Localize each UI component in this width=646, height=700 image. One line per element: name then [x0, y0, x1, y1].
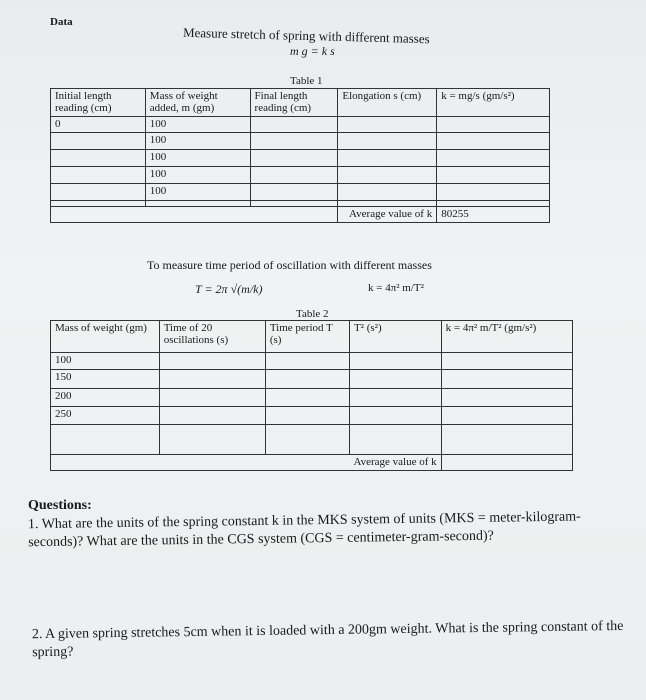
table-cell[interactable]: [441, 370, 572, 389]
table-cell[interactable]: [250, 117, 338, 133]
header-cell: Mass of weight (gm): [51, 321, 160, 353]
question-1: 1. What are the units of the spring constant k in the MKS system of units (MKS = meter-kilogram-seconds)? What are the units in the CGS system (CGS = centimeter-gram-second)?: [27, 509, 581, 551]
table-cell[interactable]: [265, 389, 349, 407]
table-cell[interactable]: [265, 425, 349, 455]
average-label: Average value of k: [349, 455, 441, 471]
table-row: [51, 353, 573, 370]
table-cell[interactable]: [250, 133, 338, 150]
k-equation: k = 4π² m/T²: [368, 282, 424, 294]
table-row: [51, 407, 573, 425]
table-cell[interactable]: 150: [51, 370, 160, 389]
table-row: [51, 150, 550, 167]
table-cell[interactable]: [441, 425, 572, 455]
header-cell: Time of 20 oscillations (s): [159, 321, 265, 353]
table-cell[interactable]: 100: [145, 133, 250, 150]
header-cell: Initial length reading (cm): [51, 89, 146, 117]
table-cell[interactable]: [51, 184, 146, 201]
table-cell[interactable]: [250, 167, 338, 184]
part1-equation: m g = k s: [290, 44, 335, 58]
part2-title: To measure time period of oscillation with different masses: [147, 258, 432, 272]
average-label: Average value of k: [338, 207, 437, 223]
table-cell[interactable]: [51, 150, 146, 167]
table-cell[interactable]: 100: [145, 184, 250, 201]
table-cell[interactable]: [250, 184, 338, 201]
header-cell: T² (s²): [349, 321, 441, 353]
table-row: [51, 389, 573, 407]
table-cell[interactable]: 100: [145, 150, 250, 167]
table1-average-row: [51, 207, 550, 223]
table1-header-row: [51, 89, 550, 117]
header-cell: Final length reading (cm): [250, 89, 338, 117]
question-2: 2. A given spring stretches 5cm when it is loaded with a 200gm weight. What is the spring constant of the spring?: [31, 618, 624, 661]
table-cell[interactable]: [265, 353, 349, 370]
header-cell: k = 4π² m/T² (gm/s²): [441, 321, 572, 353]
average-value[interactable]: [441, 455, 572, 471]
table-cell[interactable]: [338, 167, 437, 184]
header-cell: Elongation s (cm): [338, 89, 437, 117]
table-cell[interactable]: 200: [51, 389, 160, 407]
table-cell[interactable]: 0: [51, 117, 146, 133]
average-value[interactable]: 80255: [437, 207, 550, 223]
header-cell: Time period T (s): [265, 321, 349, 353]
table-cell[interactable]: [338, 117, 437, 133]
table-1: [50, 88, 550, 223]
table-cell[interactable]: [51, 425, 160, 455]
table-row: [51, 133, 550, 150]
table-cell[interactable]: [338, 150, 437, 167]
part1-title: Measure stretch of spring with different masses: [182, 24, 430, 47]
header-cell: k = mg/s (gm/s²): [437, 89, 550, 117]
table-cell[interactable]: [441, 389, 572, 407]
questions-heading: Questions:: [28, 498, 92, 513]
table-row: [51, 167, 550, 184]
table-cell[interactable]: [437, 133, 550, 150]
table-cell[interactable]: [349, 425, 441, 455]
table2-average-row: [51, 455, 573, 471]
table-cell[interactable]: [437, 184, 550, 201]
period-equation: T = 2π √(m/k): [195, 282, 263, 296]
table-cell[interactable]: 100: [51, 353, 160, 370]
table-cell[interactable]: [51, 167, 146, 184]
table-2: [50, 320, 573, 471]
table-cell[interactable]: [437, 167, 550, 184]
table-cell[interactable]: [349, 389, 441, 407]
table-cell[interactable]: [265, 370, 349, 389]
table-row: [51, 425, 573, 455]
table-cell[interactable]: [159, 353, 265, 370]
table2-header-row: [51, 321, 573, 353]
table-row: [51, 370, 573, 389]
table-cell[interactable]: [349, 370, 441, 389]
table-cell[interactable]: 100: [145, 117, 250, 133]
table-cell[interactable]: [349, 407, 441, 425]
table-cell[interactable]: [437, 150, 550, 167]
table-cell[interactable]: [441, 353, 572, 370]
table-cell[interactable]: 100: [145, 167, 250, 184]
table1-caption: Table 1: [290, 75, 323, 87]
table-cell[interactable]: [159, 370, 265, 389]
table-cell[interactable]: [159, 407, 265, 425]
table-cell[interactable]: [159, 389, 265, 407]
table-cell[interactable]: [51, 133, 146, 150]
table-row: [51, 117, 550, 133]
section-label: Data: [50, 16, 73, 28]
table-row: [51, 184, 550, 201]
header-cell: Mass of weight added, m (gm): [145, 89, 250, 117]
table-cell[interactable]: [250, 150, 338, 167]
table-cell[interactable]: 250: [51, 407, 160, 425]
table-cell[interactable]: [441, 407, 572, 425]
table2-caption: Table 2: [296, 308, 329, 320]
table-cell[interactable]: [338, 184, 437, 201]
table-cell[interactable]: [338, 133, 437, 150]
table-cell[interactable]: [437, 117, 550, 133]
table-cell[interactable]: [265, 407, 349, 425]
table-cell[interactable]: [159, 425, 265, 455]
table-cell[interactable]: [349, 353, 441, 370]
